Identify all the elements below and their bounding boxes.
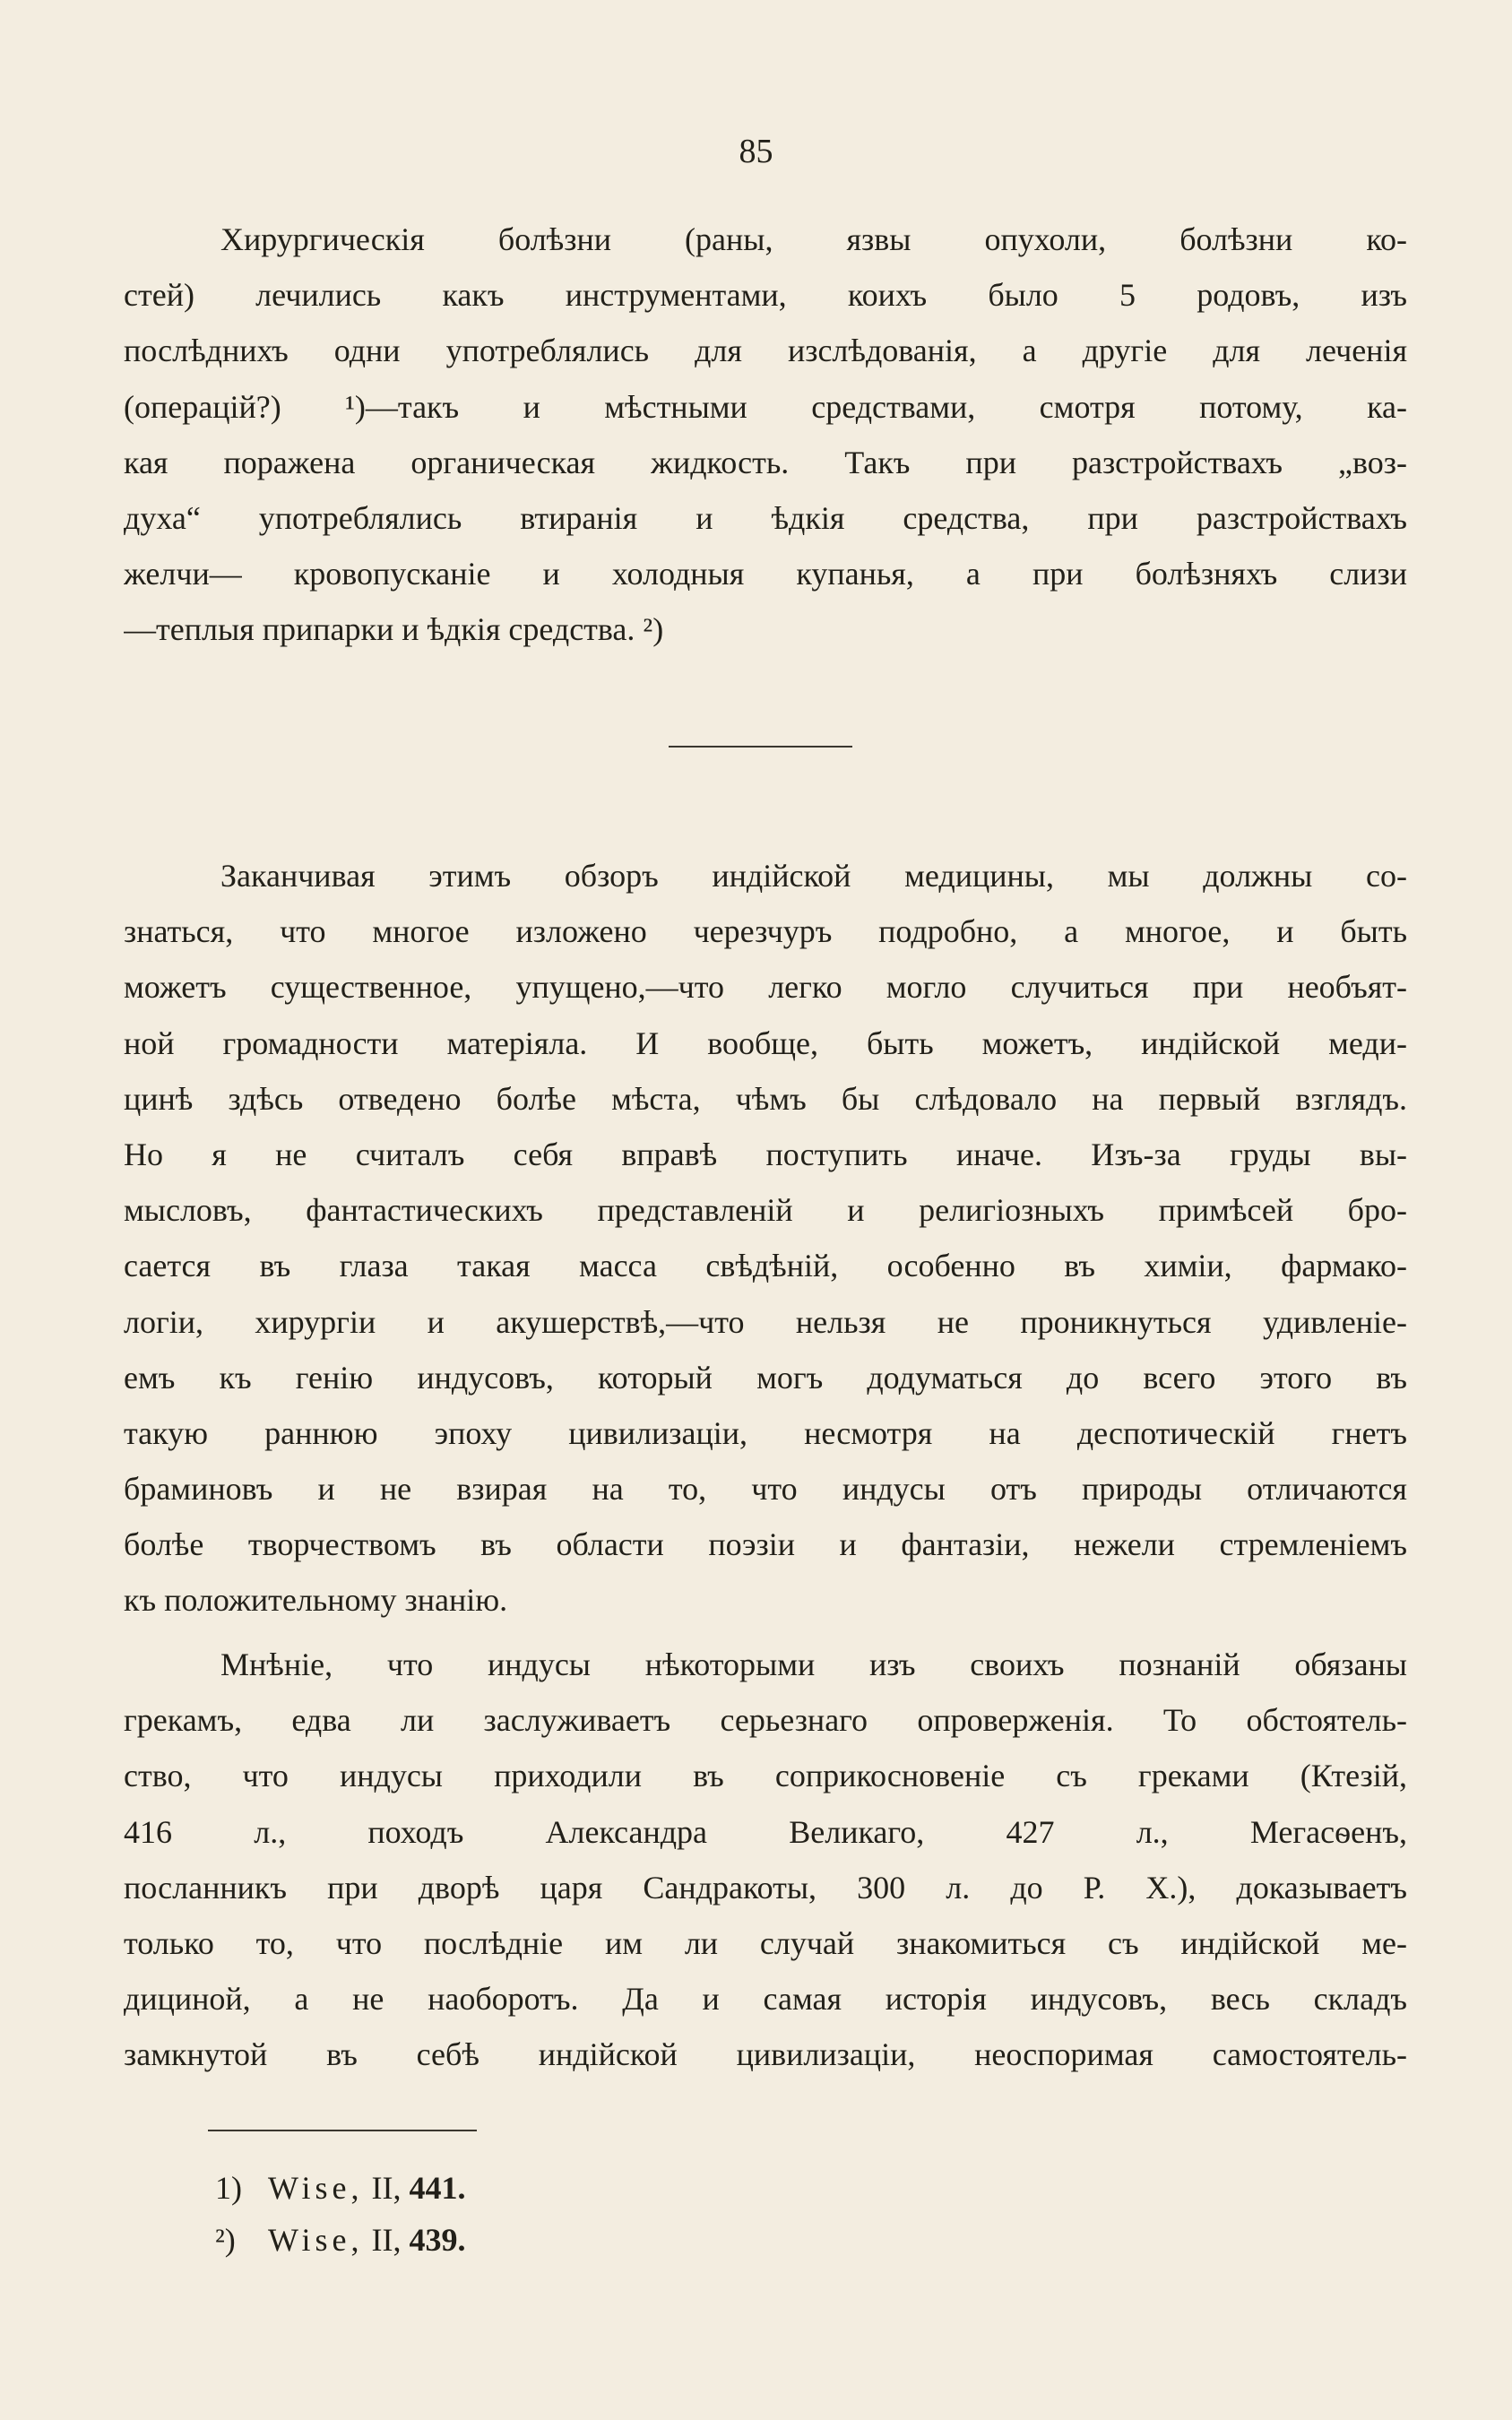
text-line: Мнѣніе, что индусы нѣкоторыми изъ своихъ познаній обязаны bbox=[220, 1646, 1407, 1682]
text-line: такую раннюю эпоху цивилизаціи, несмотря на деспотическій гнетъ bbox=[124, 1414, 1407, 1451]
paragraph-conclusion bbox=[124, 848, 1407, 1629]
footnote-marker: 1) bbox=[215, 2170, 242, 2206]
text-line: —теплыя припарки и ѣдкія средства. ²) bbox=[124, 611, 664, 648]
footnote-author: Wise, bbox=[268, 2170, 364, 2206]
text-line: грекамъ, едва ли заслуживаетъ серьезнаго опроверженія. То обстоятель- bbox=[124, 1702, 1407, 1739]
text-line: ство, что индусы приходили въ соприкосновеніе съ греками (Ктезій, bbox=[124, 1758, 1407, 1794]
footnote-page: 439. bbox=[409, 2222, 466, 2258]
footnote-divider bbox=[208, 2130, 477, 2131]
text-line: кая поражена органическая жидкость. Такъ при разстройствахъ „воз- bbox=[124, 444, 1407, 480]
footnote-1 bbox=[215, 2162, 466, 2214]
text-line: ной громадности матеріяла. И вообще, быть можетъ, индійской меди- bbox=[124, 1024, 1407, 1061]
text-line: духа“ употреблялись втиранія и ѣдкія средства, при разстройствахъ bbox=[124, 499, 1407, 536]
text-line: Хирургическія болѣзни (раны, язвы опухоли, болѣзни ко- bbox=[220, 221, 1407, 257]
footnote-volume: II, bbox=[371, 2222, 402, 2258]
text-line: замкнутой въ себѣ индійской цивилизаціи, неоспоримая самостоятель- bbox=[124, 2036, 1407, 2073]
footnote-author: Wise, bbox=[268, 2222, 364, 2258]
text-line: емъ къ генію индусовъ, который могъ додуматься до всего этого въ bbox=[124, 1359, 1407, 1396]
text-line: мысловъ, фантастическихъ представленій и религіозныхъ примѣсей бро- bbox=[124, 1192, 1407, 1229]
text-line: къ положительному знанію. bbox=[124, 1582, 508, 1619]
text-line: можетъ существенное, упущено,—что легко могло случиться при необъят- bbox=[124, 969, 1407, 1006]
text-line: послѣднихъ одни употреблялись для изслѣдованія, а другіе для леченія bbox=[124, 333, 1407, 369]
text-line: Заканчивая этимъ обзоръ индійской медицины, мы должны со- bbox=[220, 858, 1407, 894]
footnotes bbox=[215, 2162, 466, 2266]
footnote-volume: II, bbox=[371, 2170, 402, 2206]
text-line: (операцій?) ¹)—такъ и мѣстными средствами, смотря потому, ка- bbox=[124, 388, 1407, 425]
text-line: логіи, хирургіи и акушерствѣ,—что нельзя не проникнуться удивленіе- bbox=[124, 1303, 1407, 1340]
text-line: 416 л., походъ Александра Великаго, 427 л., Мегасѳенъ, bbox=[124, 1813, 1407, 1850]
text-line: болѣе творчествомъ въ области поэзіи и фантазіи, нежели стремленіемъ bbox=[124, 1526, 1407, 1563]
paragraph-greek-influence bbox=[124, 1637, 1407, 2083]
text-line: Но я не считалъ себя вправѣ поступить иначе. Изъ-за груды вы- bbox=[124, 1136, 1407, 1172]
text-line: сается въ глаза такая масса свѣдѣній, особенно въ химіи, фармако- bbox=[124, 1248, 1407, 1284]
text-line: дициной, а не наоборотъ. Да и самая исторія индусовъ, весь складъ bbox=[124, 1981, 1407, 2018]
text-line: знаться, что многое изложено черезчуръ подробно, а многое, и быть bbox=[124, 913, 1407, 950]
page-number: 85 bbox=[739, 133, 773, 170]
paragraph-surgical-diseases bbox=[124, 212, 1407, 658]
text-line: только то, что послѣдніе им ли случай знакомиться съ индійской ме- bbox=[124, 1924, 1407, 1961]
section-divider bbox=[669, 746, 852, 748]
text-line: посланникъ при дворѣ царя Сандракоты, 300 л. до Р. X.), доказываетъ bbox=[124, 1869, 1407, 1906]
text-line: цинѣ здѣсь отведено болѣе мѣста, чѣмъ бы слѣдовало на первый взглядъ. bbox=[124, 1080, 1407, 1117]
text-line: желчи— кровопусканіе и холодныя купанья, а при болѣзняхъ слизи bbox=[124, 556, 1407, 592]
footnote-2 bbox=[215, 2214, 466, 2266]
footnote-page: 441. bbox=[409, 2170, 466, 2206]
text-line: браминовъ и не взирая на то, что индусы отъ природы отличаются bbox=[124, 1471, 1407, 1508]
footnote-marker: ²) bbox=[215, 2222, 236, 2258]
text-line: стей) лечились какъ инструментами, коихъ было 5 родовъ, изъ bbox=[124, 277, 1407, 314]
